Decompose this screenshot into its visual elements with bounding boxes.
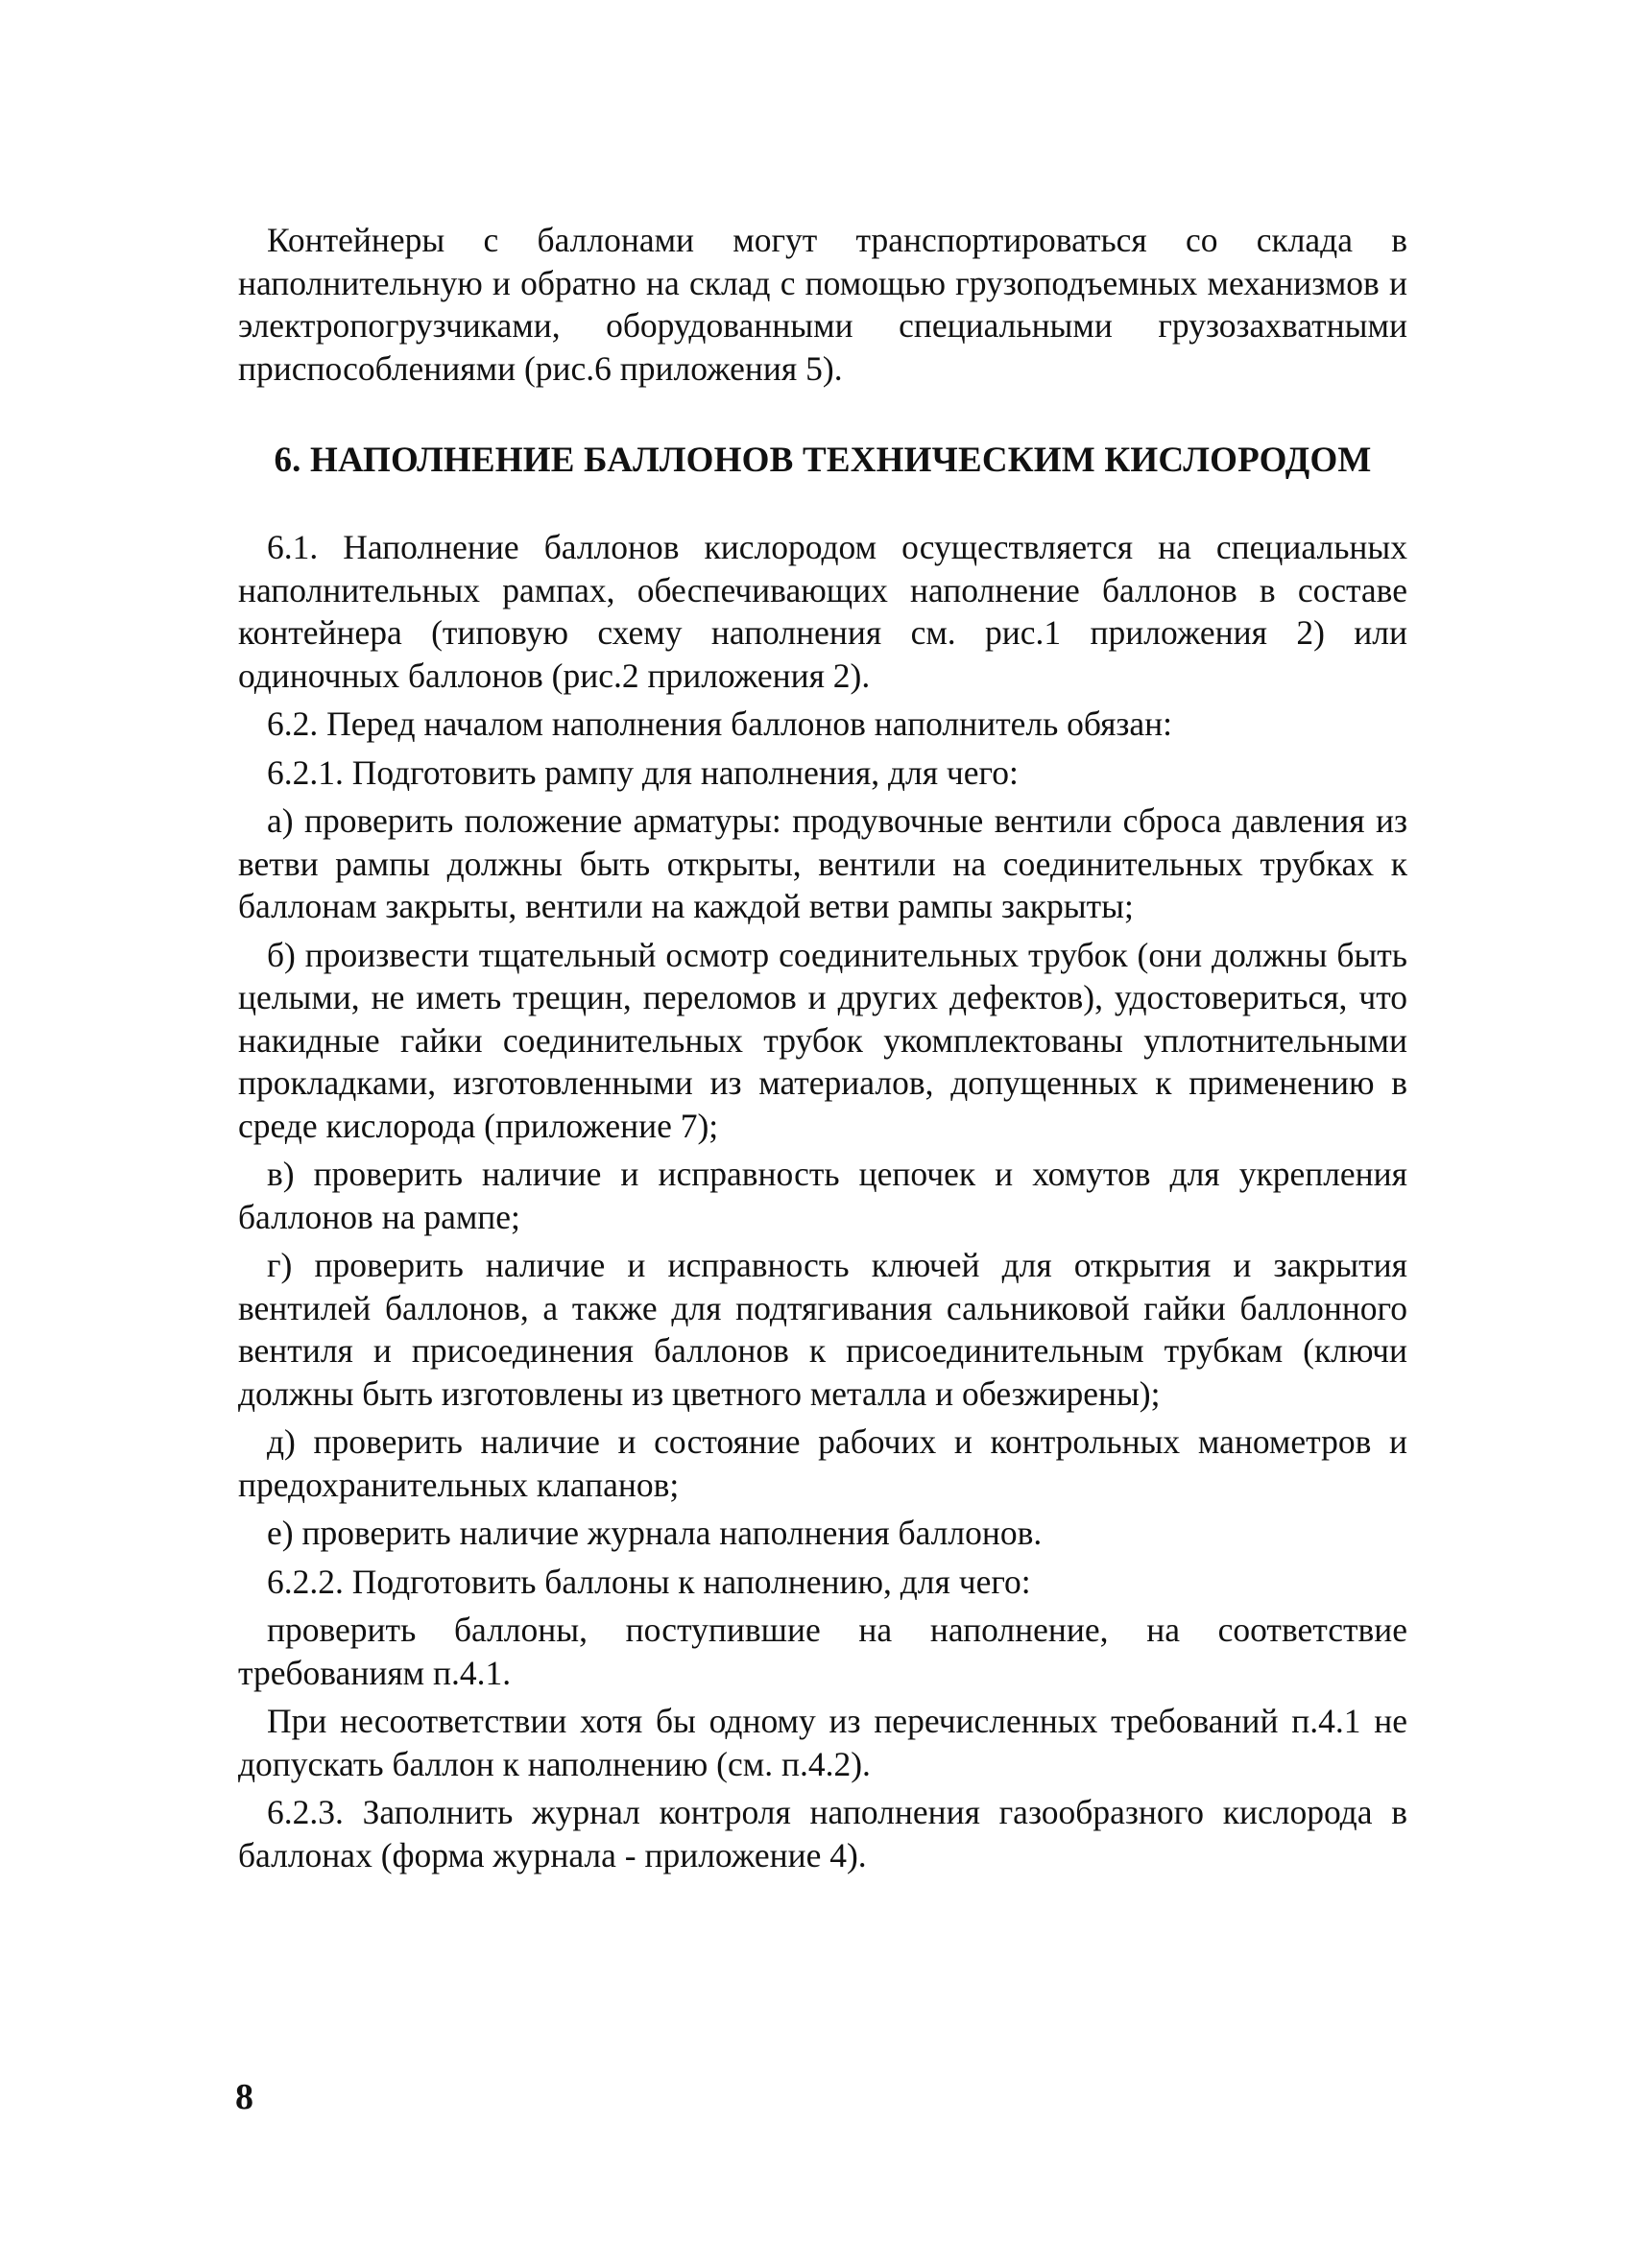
paragraph-item-d: д) проверить наличие и состояние рабочих и контрольных манометров и предохранительных клапанов; <box>238 1422 1407 1504</box>
paragraph-check-cylinders: проверить баллоны, поступившие на наполнение, на соответствие требованиям п.4.1. <box>238 1611 1407 1692</box>
paragraph-6-2-1: 6.2.1. Подготовить рампу для наполнения, для чего: <box>267 752 1019 792</box>
paragraph-item-e: е) проверить наличие журнала наполнения баллонов. <box>267 1514 1043 1552</box>
intro-paragraph: Контейнеры с баллонами могут транспортироваться со склада в наполнительную и обратно на склад с помощью грузоподъемных механизмов и электропогрузчиками, оборудованными специальными грузозахватными приспособлениями (рис.6 приложения 5). <box>238 221 1407 388</box>
paragraph-6-2-2: 6.2.2. Подготовить баллоны к наполнению, для чего: <box>267 1562 1031 1601</box>
paragraph-item-a: а) проверить положение арматуры: продувочные вентили сброса давления из ветви рампы должны быть открыты, вентили на соединительных трубках к баллонам закрыты, вентили на каждой ветви рампы закрыты; <box>238 801 1407 925</box>
paragraph-item-b: б) произвести тщательный осмотр соединительных трубок (они должны быть целыми, не иметь трещин, переломов и других дефектов), удостовериться, что накидные гайки соединительных трубок укомплектованы уплотнительными прокладками, изготовленными из материалов, допущенных к применению в среде кислорода (приложение 7); <box>238 935 1407 1145</box>
paragraph-6-2: 6.2. Перед началом наполнения баллонов наполнитель обязан: <box>267 704 1173 743</box>
paragraph-item-v: в) проверить наличие и исправность цепочек и хомутов для укрепления баллонов на рампе; <box>238 1155 1407 1236</box>
paragraph-item-g: г) проверить наличие и исправность ключей для открытия и закрытия вентилей баллонов, а также для подтягивания сальниковой гайки баллонного вентиля и присоединения баллонов к присоединительным трубкам (ключи должны быть изготовлены из цветного металла и обезжирены); <box>238 1246 1407 1413</box>
section-heading: 6. НАПОЛНЕНИЕ БАЛЛОНОВ ТЕХНИЧЕСКИМ КИСЛОРОДОМ <box>274 441 1372 480</box>
page-number: 8 <box>235 2077 253 2117</box>
document-page <box>238 219 1407 1876</box>
paragraph-6-2-3: 6.2.3. Заполнить журнал контроля наполнения газообразного кислорода в баллонах (форма журнала - приложение 4). <box>238 1793 1407 1874</box>
paragraph-noncompliance: При несоответствии хотя бы одному из перечисленных требований п.4.1 не допускать баллон к наполнению (см. п.4.2). <box>238 1702 1407 1783</box>
paragraph-6-1: 6.1. Наполнение баллонов кислородом осуществляется на специальных наполнительных рампах, обеспечивающих наполнение баллонов в составе контейнера (типовую схему наполнения см. рис.1 приложения 2) или одиночных баллонов (рис.2 приложения 2). <box>238 528 1407 695</box>
